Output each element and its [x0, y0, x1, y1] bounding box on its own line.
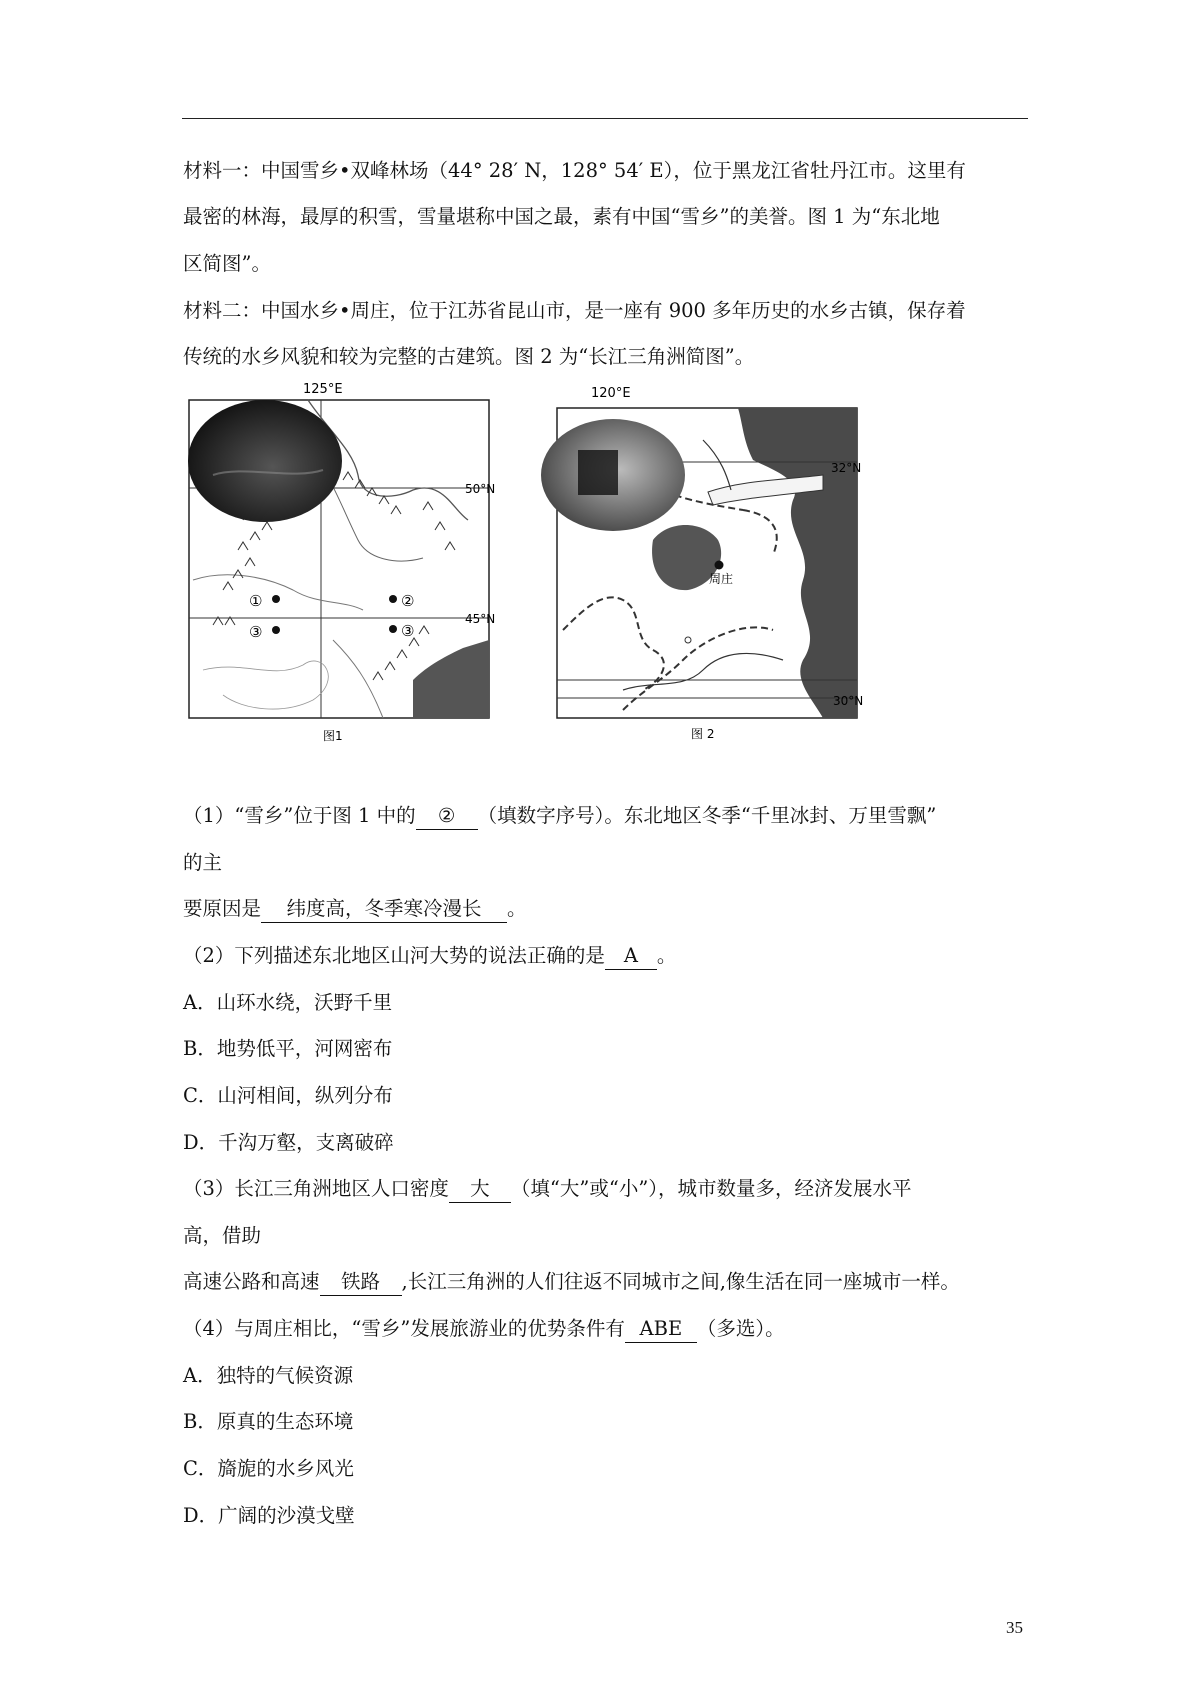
fig2-zhouzhuang-label: 周庄 — [709, 572, 734, 586]
page-number: 35 — [1006, 1618, 1023, 1637]
q3-line1-cont: 高，借助 — [183, 1224, 262, 1247]
q4-answer-blank: ABE — [625, 1316, 697, 1343]
q1-answer-blank-2: 纬度高，冬季寒冷漫长 — [261, 896, 507, 923]
fig2-lat-32-label: 32°N — [831, 461, 862, 475]
fig1-longitude-label: 125°E — [303, 382, 343, 397]
q2-option-d: D．千沟万壑，支离破碎 — [183, 1131, 394, 1154]
fig2-map — [541, 386, 863, 741]
fig2-lat-30-label: 30°N — [833, 694, 864, 708]
material1-line1: 材料一：中国雪乡•双峰林场（44° 28′ N，128° 54′ E），位于黑龙江省牡丹江市。这里有 — [183, 159, 966, 182]
q3-answer-blank: 大 — [449, 1176, 511, 1203]
fig1-marker-1: ① — [249, 592, 263, 610]
q2-option-c: C．山河相间，纵列分布 — [183, 1084, 393, 1107]
fig1-marker-2: ② — [401, 592, 415, 610]
q4-option-d: D．广阔的沙漠戈壁 — [183, 1504, 355, 1527]
material1-line3: 区简图”。 — [183, 252, 271, 275]
q1-line1: （1）“雪乡”位于图 1 中的 ② （填数字序号）。东北地区冬季“千里冰封、万里雪飘” — [183, 802, 936, 830]
material2-line1: 材料二：中国水乡•周庄，位于江苏省昆山市，是一座有 900 多年历史的水乡古镇，保存着 — [183, 299, 966, 322]
q3-answer-blank-2: 铁路 — [320, 1269, 402, 1296]
material2-line2: 传统的水乡风貌和较为完整的古建筑。图 2 为“长江三角洲简图”。 — [183, 345, 755, 368]
fig1-lat-45-label: 45°N — [465, 612, 496, 626]
fig2-caption: 图 2 — [691, 727, 715, 741]
q4-option-a: A．独特的气候资源 — [183, 1364, 354, 1387]
q2-line: （2）下列描述东北地区山河大势的说法正确的是 A 。 — [183, 942, 676, 970]
q2-answer-blank: A — [605, 943, 657, 970]
fig1-caption: 图1 — [323, 729, 343, 743]
material1-line2: 最密的林海，最厚的积雪，雪量堪称中国之最，素有中国“雪乡”的美誉。图 1 为“东北地 — [183, 205, 940, 228]
q1-line1-cont: 的主 — [183, 851, 223, 874]
q3-line2: 高速公路和高速 铁路 ,长江三角洲的人们往返不同城市之间,像生活在同一座城市一样。 — [183, 1268, 960, 1296]
q4-line: （4）与周庄相比，“雪乡”发展旅游业的优势条件有 ABE （多选）。 — [183, 1315, 785, 1343]
q1-line2: 要原因是 纬度高，冬季寒冷漫长 。 — [183, 895, 527, 923]
fig1-marker-3-east: ③ — [401, 622, 415, 640]
q2-option-b: B．地势低平，河网密布 — [183, 1037, 393, 1060]
q2-option-a: A．山环水绕，沃野千里 — [183, 991, 393, 1014]
fig1-marker-3-west: ③ — [249, 623, 263, 641]
fig1-map — [188, 382, 495, 743]
header-rule — [182, 118, 1028, 119]
fig1-lat-50-label: 50°N — [465, 482, 496, 496]
q4-option-b: B．原真的生态环境 — [183, 1410, 354, 1433]
fig2-longitude-label: 120°E — [591, 386, 631, 401]
q3-line1: （3）长江三角洲地区人口密度 大 （填“大”或“小”），城市数量多，经济发展水平 — [183, 1175, 912, 1203]
q1-answer-blank: ② — [416, 803, 478, 830]
q4-option-c: C．旖旎的水乡风光 — [183, 1457, 354, 1480]
map-figures — [183, 380, 928, 765]
